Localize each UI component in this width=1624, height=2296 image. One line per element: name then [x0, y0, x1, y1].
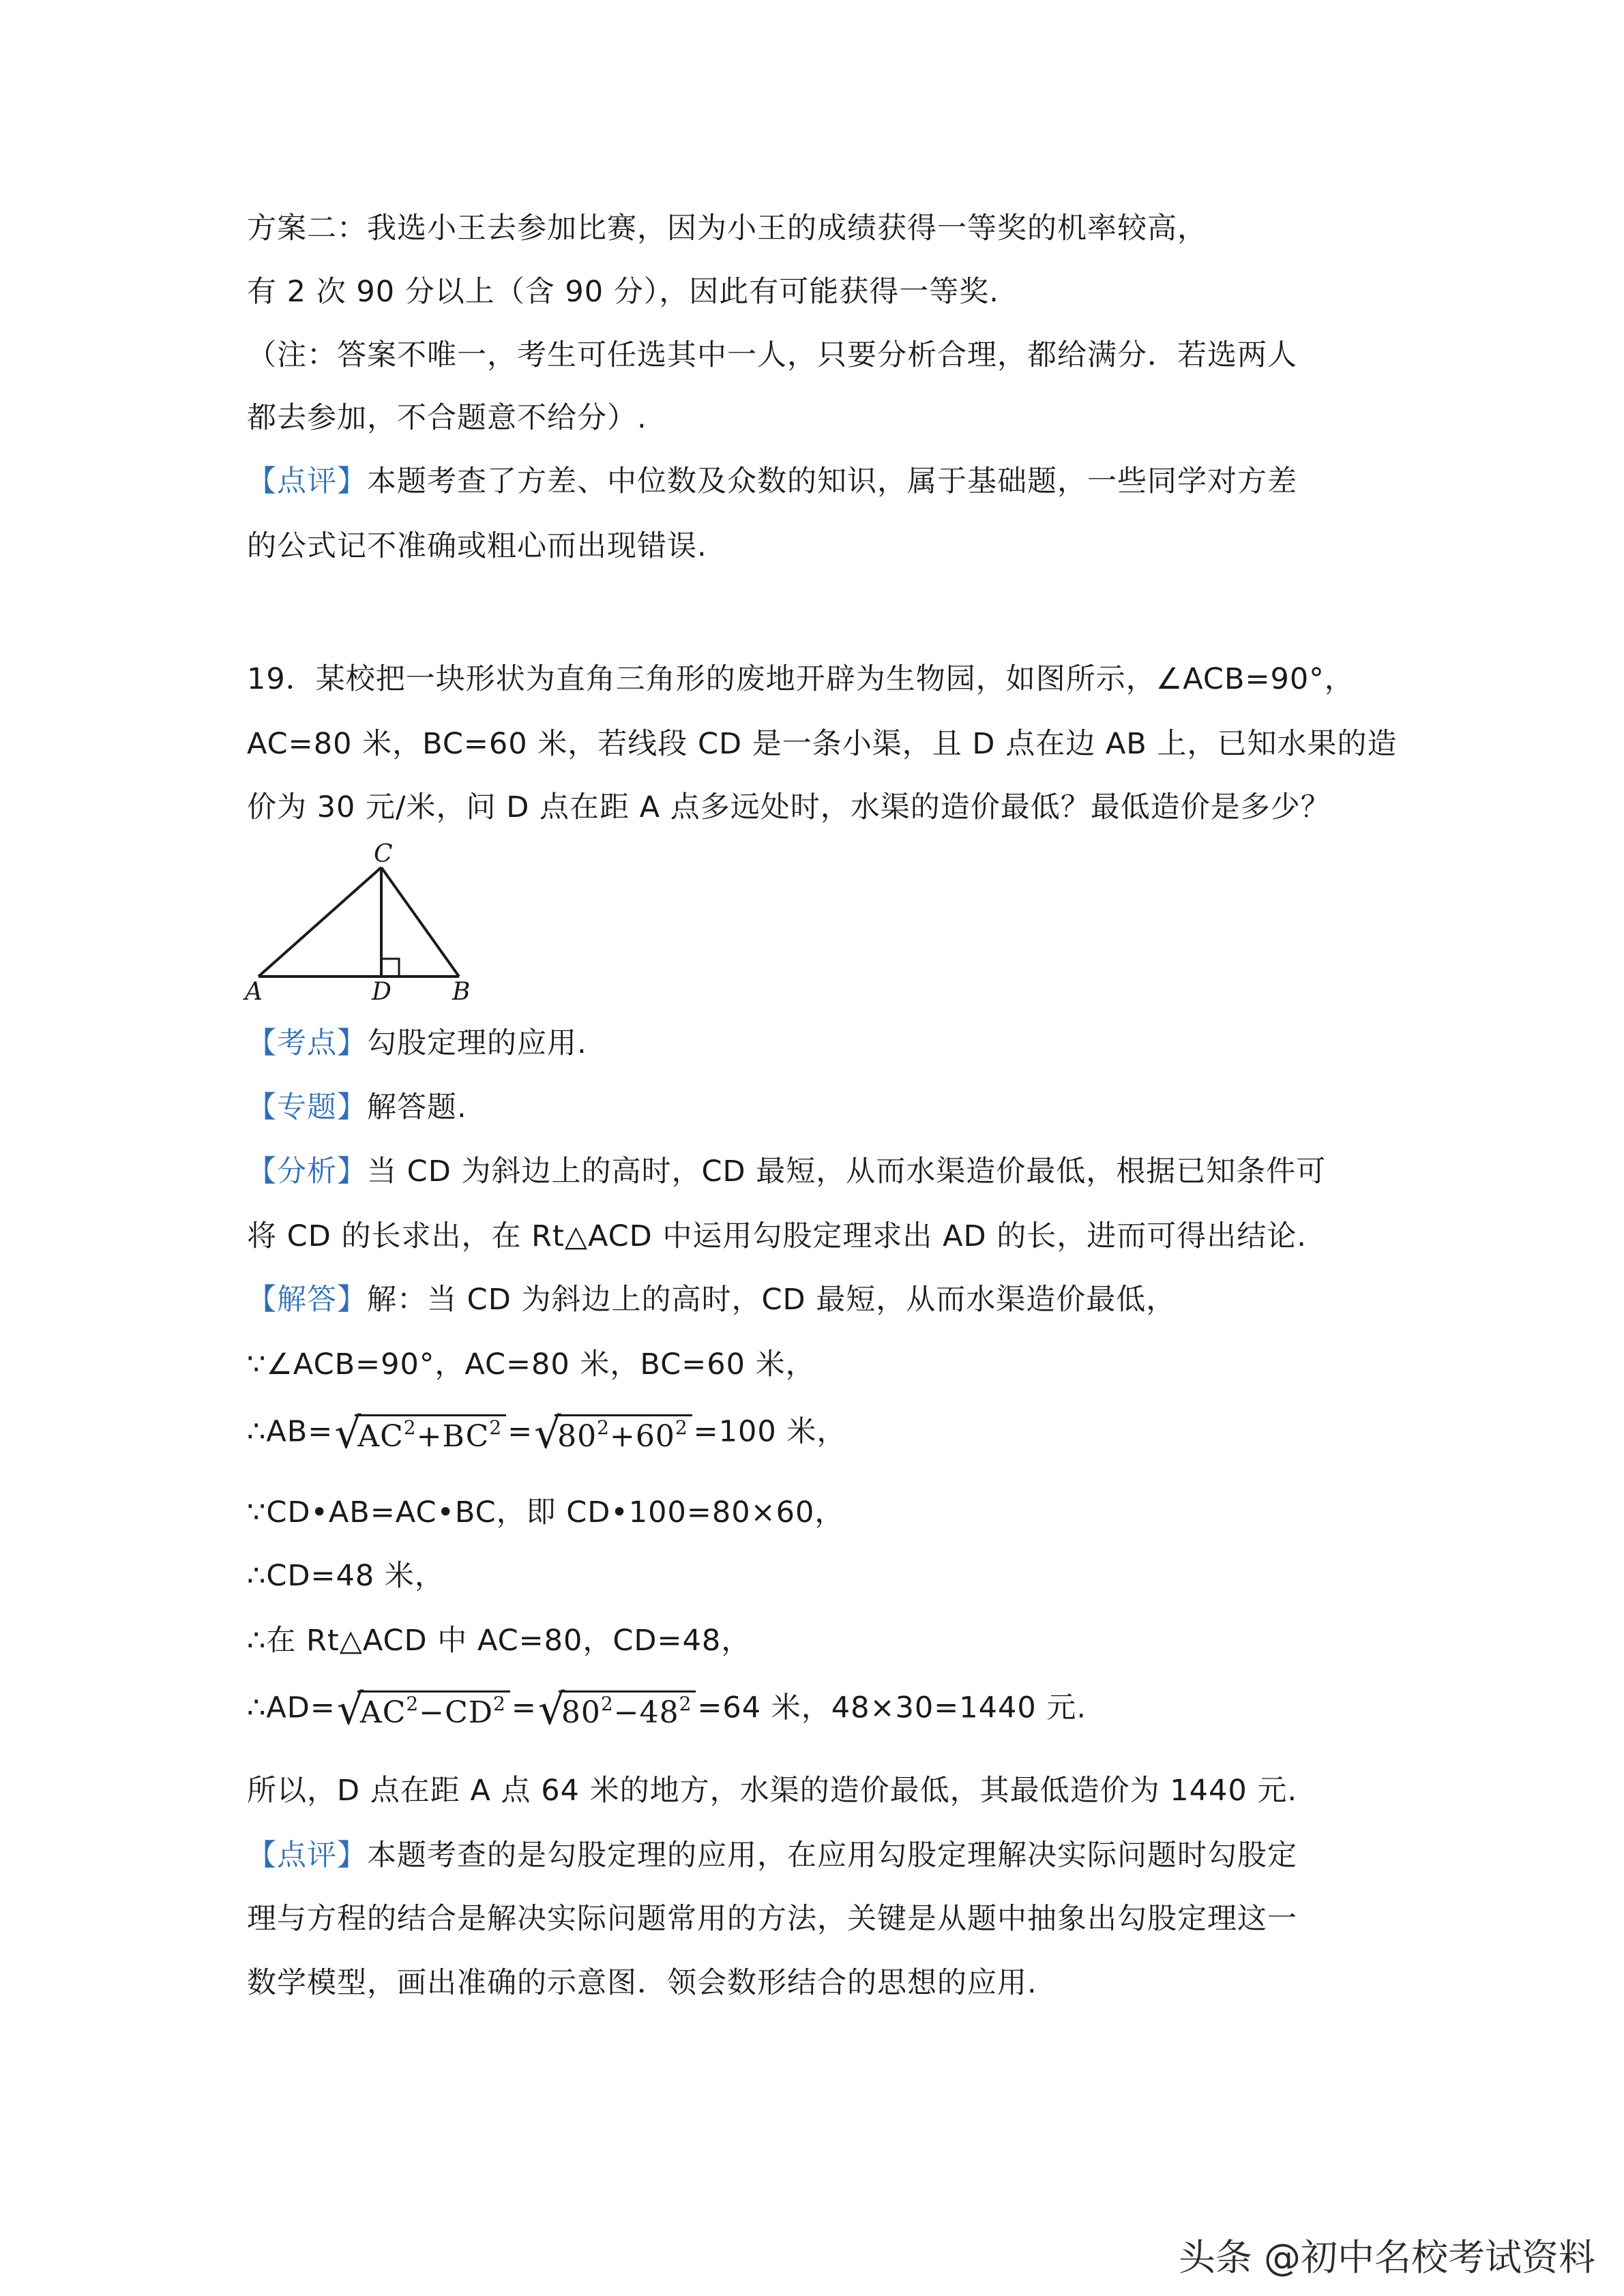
label-a: A: [245, 978, 263, 1002]
solution-step-ab: ∴AB=√ $AC^2+BC^2$ =√ $80^2+60^2 =100$ 米，: [247, 1412, 846, 1455]
sqrt-ac-bc: √ $AC^2+BC^2$: [334, 1412, 506, 1455]
comment-text: 本题考查了方差、中位数及众数的知识，属于基础题，一些同学对方差: [367, 464, 1297, 498]
jieda-line: [247, 1281, 1176, 1319]
zhuanti-text: 解答题.: [367, 1090, 467, 1124]
ab-prefix: ∴AB=: [247, 1414, 334, 1449]
solution-step: ∵CD•AB=AC•BC，即 CD•100=80×60，: [247, 1495, 845, 1530]
fenxi-text: 当 CD 为斜边上的高时，CD 最短，从而水渠造价最低，根据已知条件可: [367, 1154, 1327, 1189]
label-d: D: [372, 978, 392, 1002]
zhuanti-tag: 【专题】: [247, 1090, 367, 1124]
solution-step: ∵∠ACB=90°，AC=80 米，BC=60 米，: [247, 1347, 816, 1382]
zhuanti-line: [247, 1088, 467, 1127]
triangle-figure: [242, 839, 488, 1002]
label-b: B: [452, 978, 471, 1002]
paragraph-line: 有 2 次 90 分以上（含 90 分），因此有可能获得一等奖.: [247, 275, 999, 309]
paragraph-line: 将 CD 的长求出，在 Rt△ACD 中运用勾股定理求出 AD 的长，进而可得出结论.: [247, 1219, 1307, 1253]
sqrt-ac-cd: √ $AC^2-CD^2$: [337, 1688, 510, 1731]
fenxi-tag: 【分析】: [247, 1154, 367, 1189]
ab-result: =100 米，: [693, 1414, 847, 1449]
question-line: AC=80 米，BC=60 米，若线段 CD 是一条小渠，且 D 点在边 AB 上，已知水果的造: [247, 727, 1398, 761]
solution-step: ∴在 Rt△ACD 中 AC=80，CD=48，: [247, 1624, 752, 1658]
ad-prefix: ∴AD=: [247, 1690, 336, 1725]
question-line: 19．某校把一块形状为直角三角形的废地开辟为生物园，如图所示，∠ACB=90°，: [247, 662, 1355, 696]
solution-step: ∴CD=48 米，: [247, 1559, 445, 1593]
paragraph-line: （注：答案不唯一，考生可任选其中一人，只要分析合理，都给满分．若选两人: [247, 338, 1297, 372]
paragraph-line: 的公式记不准确或粗心而出现错误.: [247, 529, 707, 563]
paragraph-line: 方案二：我选小王去参加比赛，因为小王的成绩获得一等奖的机率较高，: [247, 211, 1207, 245]
jieda-text: 解：当 CD 为斜边上的高时，CD 最短，从而水渠造价最低，: [367, 1283, 1177, 1317]
kaodian-line: [247, 1024, 587, 1062]
question-line: 价为 30 元/米，问 D 点在距 A 点多远处时，水渠的造价最低？最低造价是多少？: [247, 790, 1331, 824]
sqrt-80-48: √ $80^2-48^2$: [538, 1688, 696, 1731]
comment-text: 本题考查的是勾股定理的应用，在应用勾股定理解决实际问题时勾股定: [367, 1838, 1297, 1873]
fenxi-line: [247, 1152, 1326, 1191]
watermark: 头条 @初中名校考试资料: [1178, 2236, 1595, 2279]
conclusion-line: 所以，D 点在距 A 点 64 米的地方，水渠的造价最低，其最低造价为 1440 元.: [247, 1774, 1298, 1808]
ad-result: =64 米，48×30=1440 元.: [697, 1690, 1087, 1725]
comment-tag: 【点评】: [247, 464, 367, 498]
comment-line: [247, 1836, 1297, 1875]
label-c: C: [374, 840, 393, 868]
paragraph-line: 理与方程的结合是解决实际问题常用的方法，关键是从题中抽象出勾股定理这一: [247, 1902, 1297, 1936]
kaodian-text: 勾股定理的应用.: [367, 1026, 587, 1060]
solution-step-ad: ∴AD=√ $AC^2-CD^2$ =√ $80^2-48^2 =64$ 米，48×30=1440 元.: [247, 1688, 1087, 1731]
kaodian-tag: 【考点】: [247, 1026, 367, 1060]
comment-tag: 【点评】: [247, 1838, 367, 1873]
sqrt-80-60: √ $80^2+60^2$: [534, 1412, 692, 1455]
paragraph-line: 数学模型，画出准确的示意图．领会数形结合的思想的应用.: [247, 1966, 1037, 2000]
paragraph-line: 都去参加，不合题意不给分）.: [247, 401, 647, 435]
jieda-tag: 【解答】: [247, 1283, 367, 1317]
comment-line: [247, 462, 1297, 501]
